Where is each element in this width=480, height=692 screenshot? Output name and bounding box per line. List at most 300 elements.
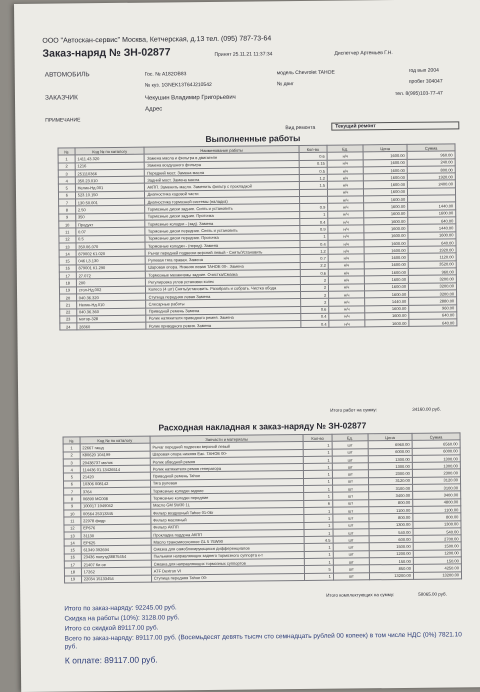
cell-qty: 2	[300, 277, 329, 285]
cell-price: 1600.00	[363, 152, 407, 160]
col-price: Цена	[363, 144, 407, 152]
cell-name: Масло GM 5W30 1L	[151, 500, 305, 509]
cell-name: Регулировка углов установки колес	[146, 277, 300, 286]
cell-sum: 3120.00	[412, 477, 460, 485]
cell-number: 7	[59, 199, 76, 206]
cell-sum: 1600.00	[408, 231, 456, 239]
parts-total-label: Итого комплектующих на сумму:	[326, 592, 395, 598]
cell-number: 5	[58, 184, 75, 191]
cell-number: 22	[60, 308, 77, 315]
cell-sum: 1100.00	[413, 506, 461, 514]
cell-number: 19	[59, 287, 76, 294]
cell-qty: 1	[305, 573, 334, 581]
cell-code: 350	[75, 213, 145, 221]
cell-code: 17262	[81, 567, 151, 575]
cell-code: 523.10.150	[75, 191, 145, 199]
cell-unit: н/ч	[328, 262, 364, 270]
cell-qty: 0.7	[300, 255, 329, 263]
cell-qty: 1	[304, 456, 333, 464]
cell-unit: н/ч	[329, 291, 365, 299]
cell-unit: н/ч	[328, 240, 364, 248]
cell-sum: 1500.00	[413, 542, 461, 550]
cell-price: 1600.00	[364, 225, 408, 233]
cell-sum: 640.00	[408, 217, 456, 225]
cell-name: Ролик натяжителя ремня генератора	[150, 464, 304, 473]
cell-qty: 0.4	[300, 313, 329, 321]
cell-price: 800.00	[369, 514, 413, 522]
cell-number: 14	[64, 539, 81, 546]
cell-name: Задний мост. Замена масла	[145, 175, 299, 184]
cell-number: 18	[64, 568, 81, 575]
cell-unit: н/ч	[329, 313, 365, 321]
cell-name: Тяга рулевая	[150, 478, 304, 487]
cell-qty: 1.5	[299, 182, 328, 190]
engine-number: № двиг	[276, 81, 294, 88]
cell-number: 9	[59, 214, 76, 221]
cell-qty: 1	[303, 441, 332, 449]
cell-name: Ролик обводной ремня	[150, 456, 304, 465]
work-order-sheet	[14, 0, 480, 692]
customer-address-label: Адрес	[145, 106, 163, 113]
col-unit: Ед.	[332, 434, 368, 442]
cell-unit: шт	[333, 536, 369, 544]
grand-total: Всего по заказ-наряду: 89117.00 руб. (Восемьдесят девять тысяч сто семнадцать рублей 00 копеек) в том числе НДС (0%) 7821.10 руб.	[64, 631, 462, 651]
cell-number: 3	[58, 170, 75, 177]
dispatcher: Диспетчер Артемьев Г.Н.	[334, 50, 393, 57]
cell-unit: н/ч	[328, 189, 364, 197]
cell-sum: 2300.00	[412, 469, 460, 477]
cell-code: 350.06.070	[76, 242, 146, 250]
cell-qty: 2.2	[300, 262, 329, 270]
cell-code: 3764	[80, 487, 150, 495]
cell-name: Фильтр АКПП	[151, 522, 305, 531]
cell-name: Тормозные колодки передние	[150, 493, 304, 502]
cell-qty: 1	[304, 485, 333, 493]
cell-name: ATF Dextron VI	[151, 566, 305, 575]
cell-qty: 1	[300, 233, 329, 241]
cell-qty: 1	[304, 493, 333, 501]
cell-unit: н/ч	[328, 211, 364, 219]
col-qty: Кол-во	[303, 434, 332, 442]
cell-number: 6	[63, 481, 80, 488]
cell-price: 1600.00	[364, 210, 408, 218]
cell-code: 10306 008142	[80, 480, 150, 488]
cell-name: Ступица передняя левая Замена	[146, 291, 300, 300]
cell-price: 1300.00	[369, 521, 413, 529]
cell-number: 13	[64, 532, 81, 539]
cell-unit: шт	[332, 463, 368, 471]
cell-sum: 150.00	[413, 557, 461, 565]
cell-price: 1600.00	[365, 305, 409, 313]
cell-name: Прокладка поддона АКПП	[151, 529, 305, 538]
cell-price: 1100.00	[369, 506, 413, 514]
cell-code: Продукт	[75, 220, 145, 228]
cell-unit: шт	[332, 485, 368, 493]
cell-sum: 3200.00	[409, 283, 457, 291]
accepted-date: Принят 25.11.21 11:37:34	[214, 51, 273, 58]
vin-number: № куз. 1GNEK13T64J210542	[144, 81, 212, 89]
cell-price: 1300.00	[368, 455, 412, 463]
cell-name: Тормозные диски задние. Проточка	[145, 211, 299, 220]
cell-qty: 4.5	[304, 536, 333, 544]
cell-price: 850.00	[369, 565, 413, 573]
cell-qty: 2	[300, 291, 329, 299]
cell-unit: н/ч	[328, 225, 364, 233]
cell-name: Тормозные колодки - (перед). Замена	[145, 240, 299, 249]
cell-sum: 240.00	[407, 158, 455, 166]
cell-name: Рулевая тяга правая. Замена	[146, 255, 300, 264]
cell-number: 5	[63, 473, 80, 480]
cell-price: 3400.00	[368, 492, 412, 500]
cell-number: 2	[63, 451, 80, 458]
cell-number: 10	[64, 510, 81, 517]
cell-sum: 3400.00	[413, 491, 461, 499]
cell-number: 20	[60, 294, 77, 301]
cell-number: 17	[59, 272, 76, 279]
works-total-label: Итого работ на сумму:	[330, 407, 378, 413]
cell-qty: 0.4	[300, 240, 329, 248]
cell-price: 540.00	[369, 528, 413, 536]
cell-price: 1600.00	[364, 254, 408, 262]
cell-qty: 1.2	[299, 174, 328, 182]
cell-name: Шаровая опора нижняя Еас. TAHOE 00-	[150, 449, 304, 458]
cell-code: 100017 1949042	[80, 502, 150, 510]
cell-name: Диагностика тормозной системы (наладка)	[145, 197, 299, 206]
cell-code: 130.50.001	[75, 198, 145, 206]
cell-sum: 3520.00	[408, 261, 456, 269]
col-number: №	[58, 148, 75, 155]
cell-code: 046 L3.130	[76, 257, 146, 265]
cell-name: Шаровая опора. Нижняя левая TAHOE 00-. Замена	[146, 262, 300, 271]
cell-unit: шт	[333, 551, 369, 559]
cell-unit: н/ч	[327, 152, 363, 160]
cell-qty: 1	[304, 478, 333, 486]
col-code: Код № по каталогу	[80, 436, 150, 444]
company-header: ООО "Автоскан-сервис" Москва, Кетчерская, д.13 тел. (095) 787-73-64	[42, 35, 272, 45]
cell-name: Масло трансмиссионное GL 5 75W90	[151, 537, 305, 546]
cell-sum: 1600.00	[408, 210, 456, 218]
cell-name: Тормозные механизмы задние. Очистка/Смазка	[146, 270, 300, 279]
cell-qty: 1	[303, 449, 332, 457]
col-sum: Сумма	[412, 433, 460, 441]
cell-code: 22978 фидр	[81, 516, 151, 524]
cell-number: 23	[60, 316, 77, 323]
cell-qty: 0.4	[299, 218, 328, 226]
cell-sum: 800.00	[407, 166, 455, 174]
cell-number: 12	[64, 524, 81, 531]
col-qty: Кол-во	[299, 145, 328, 153]
cell-code: мотор-328	[76, 315, 146, 323]
cell-qty: 1	[305, 551, 334, 559]
cell-number: 11	[64, 517, 81, 524]
cell-unit: шт	[333, 514, 369, 522]
cell-name: Замена масла и фильтра в двигателе	[145, 153, 299, 162]
cell-name: Тормозные колодки задние	[150, 486, 304, 495]
cell-name: Ролик приводного ремня. Замена	[146, 321, 300, 330]
cell-number: 11	[59, 228, 76, 235]
cell-code: Нелик-Нд.010	[76, 300, 146, 308]
vehicle-mileage: пробег 304047	[408, 78, 443, 85]
cell-number: 8	[59, 206, 76, 213]
cell-code: 22667 гашд	[80, 443, 150, 451]
cell-qty: 1	[304, 507, 333, 515]
cell-number: 16	[64, 554, 81, 561]
cell-price: 1600.00	[363, 159, 407, 167]
cell-price: 1600.00	[364, 188, 408, 196]
cell-unit: н/ч	[328, 269, 364, 277]
cell-sum: 960.00	[408, 268, 456, 276]
cell-code: 61349 392694	[81, 546, 151, 554]
cell-code: 28360	[77, 322, 147, 330]
cell-price: 800.00	[369, 499, 413, 507]
cell-code: 114436 01.13426514	[80, 465, 150, 473]
cell-sum: 640.00	[408, 239, 456, 247]
cell-name: Приводной ремень Tahoe	[150, 471, 304, 480]
cell-price: 1440.00	[365, 298, 409, 306]
cell-sum: 1920.00	[408, 246, 456, 254]
cell-sum: 3100.00	[413, 484, 461, 492]
cell-qty: 0.6	[300, 306, 329, 314]
works-section-title: Выполненные работы	[205, 133, 301, 145]
cell-price: 1600.00	[365, 290, 409, 298]
cell-unit: н/ч	[329, 283, 365, 291]
parts-table	[63, 432, 463, 583]
cell-unit: шт	[333, 558, 369, 566]
cell-unit: шт	[332, 478, 368, 486]
cell-price: 1600.00	[364, 247, 408, 255]
works-total-value: 34160.00 руб.	[412, 406, 441, 412]
cell-name: Ступица передняя Tahoe 00-	[151, 573, 305, 582]
cell-unit: н/ч	[328, 218, 364, 226]
cell-sum: 4250.00	[413, 564, 461, 572]
cell-name: Тормозные колодки - (зад). Замена	[145, 218, 299, 227]
cell-qty: 1.2	[300, 247, 329, 255]
cell-price: 1600.00	[364, 261, 408, 269]
cell-sum: 540.00	[413, 528, 461, 536]
cell-unit: н/ч	[329, 320, 365, 328]
cell-sum: 13200.00	[413, 571, 461, 579]
cell-unit: н/ч	[329, 298, 365, 306]
cell-code: Нелик-Нд.001	[75, 184, 145, 192]
cell-price: 1600.00	[365, 320, 409, 328]
cell-code: 06890 МС008	[80, 494, 150, 502]
cell-name: Фильтр воздушный Tahoe 01-06г	[151, 507, 305, 516]
cell-code: 21420	[80, 473, 150, 481]
cell-unit: шт	[333, 543, 369, 551]
works-table	[58, 143, 458, 331]
cell-unit: н/ч	[329, 305, 365, 313]
cell-sum: 1120.00	[408, 253, 456, 261]
cell-qty: 1	[304, 522, 333, 530]
cell-number: 1	[58, 155, 75, 162]
cell-unit: н/ч	[328, 254, 364, 262]
cell-name: Тормозные диски передние. Проточка	[145, 233, 299, 242]
cell-sum: 3200.00	[409, 275, 457, 283]
cell-code: 0.5	[76, 235, 146, 243]
cell-name: Тормозные диски задние. Снять и установить	[145, 204, 299, 213]
cell-code: 251110366	[75, 169, 145, 177]
cell-number: 16	[59, 265, 76, 272]
cell-price: 1600.00	[364, 195, 408, 203]
note-label: ПРИМЕЧАНИЕ	[45, 117, 81, 124]
cell-name: Диагностика ходовой части	[145, 189, 299, 198]
cell-price: 2300.00	[368, 470, 412, 478]
cell-unit: н/ч	[328, 181, 364, 189]
cell-price: 1600.00	[364, 232, 408, 240]
cell-code: 21407 Ки ое	[81, 560, 151, 568]
cell-price: 600.00	[369, 536, 413, 544]
document-title: Заказ-наряд № ЗН-02877	[42, 46, 171, 60]
cell-number: 13	[59, 243, 76, 250]
cell-number: 10	[59, 221, 76, 228]
cell-sum: 6560.00	[412, 440, 460, 448]
cell-qty: 1	[304, 529, 333, 537]
cell-number: 1	[63, 444, 80, 451]
parts-section-title: Расходная накладная к заказ-наряду № ЗН-02877	[158, 420, 367, 433]
cell-code: ЕР676	[81, 524, 151, 532]
cell-unit: шт	[332, 456, 368, 464]
cell-price: 3100.00	[368, 484, 412, 492]
cell-code: 00564 25313345	[81, 509, 151, 517]
cell-number: 12	[59, 235, 76, 242]
cell-number: 7	[64, 488, 81, 495]
cell-code: 040.36.360	[76, 308, 146, 316]
cell-code: 879002 К1.020	[76, 249, 146, 257]
cell-price: 1600.00	[365, 312, 409, 320]
cell-qty: 0.9	[299, 204, 328, 212]
cell-price: 6000.00	[368, 448, 412, 456]
cell-name: Замена воздушного фильтра	[145, 160, 299, 169]
cell-sum: 960.00	[409, 304, 457, 312]
cell-code: 040.36.320	[76, 293, 146, 301]
col-name: Запчасти и материалы	[150, 434, 304, 443]
col-name: Наименование работы	[144, 146, 298, 155]
cell-price: 1600.00	[364, 268, 408, 276]
cell-name: Рычаг передней подвески верхний левый	[150, 442, 304, 451]
cell-name: Ролик натяжителя приводного ремня. Замена	[146, 313, 300, 322]
cell-number: 6	[58, 192, 75, 199]
cell-sum: 1300.00	[412, 455, 460, 463]
vehicle-year: год вып 2004	[408, 67, 439, 74]
cell-unit: шт	[333, 572, 369, 580]
cell-price: 1200.00	[369, 550, 413, 558]
cell-number: 19	[64, 575, 81, 582]
cell-number: 14	[59, 250, 76, 257]
col-price: Цена	[368, 433, 412, 441]
cell-unit: шт	[332, 470, 368, 478]
cell-number: 15	[64, 546, 81, 553]
cell-qty: 1	[304, 514, 333, 522]
cell-price: 13200.00	[369, 572, 413, 580]
cell-price: 1600.00	[364, 217, 408, 225]
cell-code: 1216	[75, 162, 145, 170]
cell-price: 3120.00	[368, 477, 412, 485]
cell-sum: 1440.00	[408, 224, 456, 232]
cell-price: 1500.00	[369, 543, 413, 551]
cell-qty: 0.5	[299, 167, 328, 175]
cell-price: 1600.00	[365, 276, 409, 284]
cell-qty: 5	[305, 566, 334, 574]
col-unit: Ед.	[327, 145, 363, 153]
cell-price: 1600.00	[364, 181, 408, 189]
cell-name: Слесарные работы	[146, 299, 300, 308]
cell-code: 23436 полутд38875454	[81, 553, 151, 561]
cell-qty: 0.6	[299, 153, 328, 161]
cell-qty: 1	[304, 544, 333, 552]
work-discount: Скидка на работы (10%): 3128.00 руб.	[64, 614, 180, 623]
vehicle-model: модель Chevrolet TAHOE	[276, 69, 335, 77]
cell-unit: шт	[333, 529, 369, 537]
customer-name: Чекушин Владимир Григорьевич	[144, 94, 236, 102]
cell-code: 31130	[81, 531, 151, 539]
cell-unit: н/ч	[327, 174, 363, 182]
cell-number: 4	[63, 466, 80, 473]
cell-qty: 1	[304, 463, 333, 471]
cell-sum: 2880.00	[409, 297, 457, 305]
cell-sum: 1200.00	[413, 550, 461, 558]
cell-name: Тормозные диски передние. Снять и установить	[145, 226, 299, 235]
cell-code: 22034 15133454	[81, 575, 151, 583]
cell-code: 20438737 мелик	[80, 458, 150, 466]
cell-code: 879001 К1.290	[76, 264, 146, 272]
cell-number: 4	[58, 177, 75, 184]
vehicle-label: АВТОМОБИЛЬ	[44, 71, 90, 79]
cell-number: 8	[64, 495, 81, 502]
customer-phone: тел. 8(995)103-77-47	[394, 90, 443, 98]
order-total: Итого по заказ-наряду: 92245.00 руб.	[64, 604, 177, 613]
cell-qty: 0.4	[300, 320, 329, 328]
cell-unit: н/ч	[328, 232, 364, 240]
cell-qty: 2	[300, 284, 329, 292]
cell-name: Смазка для самоблокирующихся дифференциалов	[151, 544, 305, 553]
cell-sum: 640.00	[409, 312, 457, 320]
cell-qty: 1	[305, 558, 334, 566]
cell-price: 150.00	[369, 557, 413, 565]
gos-number: Гос. № А182ОВ83	[144, 71, 187, 78]
cell-sum: 1440.00	[408, 202, 456, 210]
col-code: Код № по каталогу	[75, 147, 145, 155]
cell-name: Смазка для направляющих тормозных суппортов	[151, 559, 305, 568]
cell-sum: 2700.00	[413, 535, 461, 543]
cell-name: Фильтр масляный	[151, 515, 305, 524]
cell-qty: 1	[299, 211, 328, 219]
cell-price: 1600.00	[364, 239, 408, 247]
cell-name: Рычаг передней подвески верхний левый - Снять/Установить	[146, 248, 300, 257]
repair-type-label: Вид ремонта	[285, 124, 316, 132]
cell-code: 200	[76, 278, 146, 286]
cell-unit: н/ч	[329, 276, 365, 284]
cell-qty: 6	[304, 500, 333, 508]
cell-price: 1600.00	[365, 283, 409, 291]
cell-sum: 3200.00	[409, 290, 457, 298]
cell-unit: н/ч	[327, 167, 363, 175]
cell-unit: шт	[333, 521, 369, 529]
total-with-discount: Итого со скидкой 89117.00 руб.	[64, 624, 159, 633]
cell-sum: 1300.00	[413, 520, 461, 528]
cell-sum: 960.00	[407, 151, 455, 159]
customer-label: ЗАКАЗЧИК	[44, 94, 78, 102]
cell-code: К80620 104199	[80, 451, 150, 459]
cell-sum: 4800.00	[413, 499, 461, 507]
cell-sum: 640.00	[409, 319, 457, 327]
parts-total-value: 58065.00 руб.	[418, 591, 447, 597]
cell-name: Передний мост. Замена масла	[145, 167, 299, 176]
cell-unit: н/ч	[327, 159, 363, 167]
col-number: №	[63, 437, 80, 444]
repair-type-value: Текущий ремонт	[331, 121, 459, 130]
cell-code: ЕР625	[81, 538, 151, 546]
cell-qty: 0.15	[299, 160, 328, 168]
